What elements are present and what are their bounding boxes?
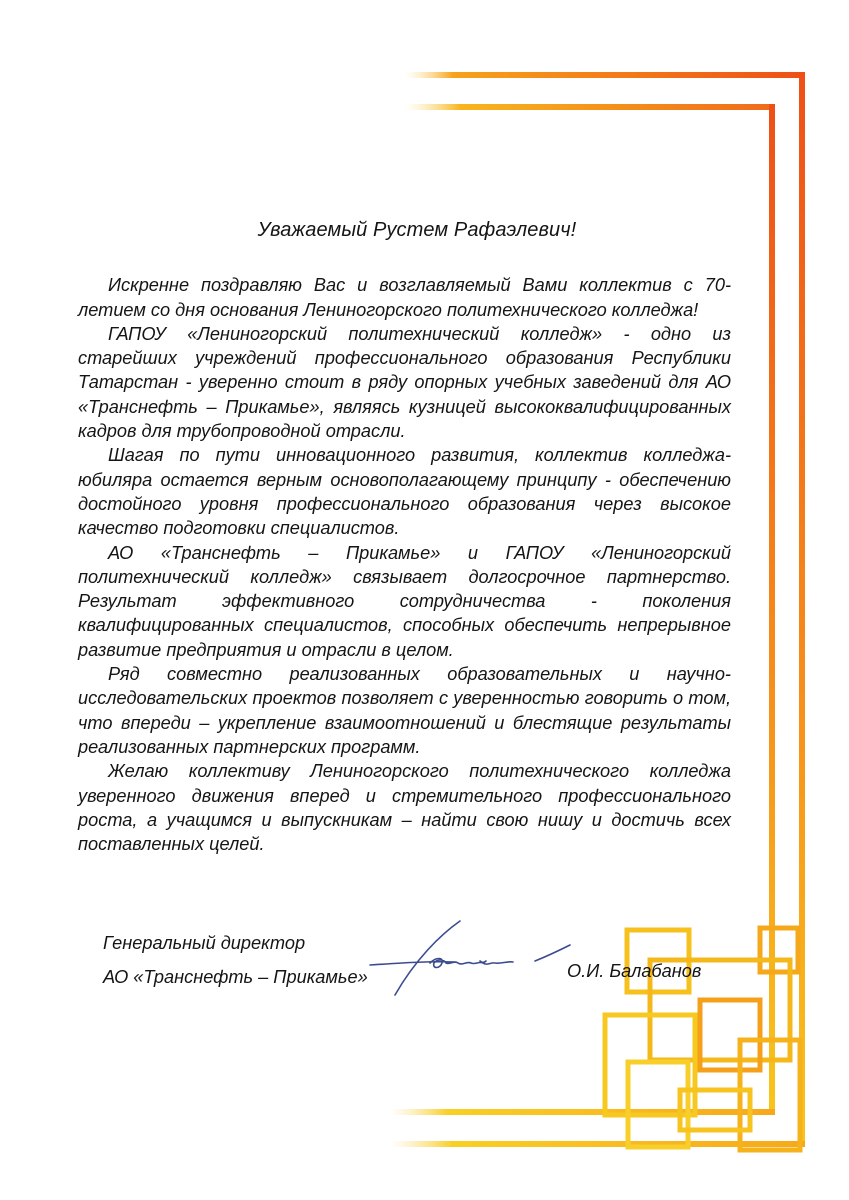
frame-top-bands <box>405 72 805 110</box>
handwritten-signature <box>360 915 600 1005</box>
letter-body <box>78 218 731 856</box>
signer-name: О.И. Балабанов <box>567 961 702 981</box>
letter-paragraph: Желаю коллективу Лениногорского политехнического колледжа уверенного движения вперед и стремительного профессионального роста, а учащимся и выпускникам – найти свою нишу и достичь всех поставленных целей. <box>78 761 731 855</box>
signer-company: АО «Транснефть – Прикамье» <box>103 967 368 987</box>
letter-paragraph: ГАПОУ «Лениногорский политехнический колледж» - одно из старейших учреждений профессионального образования Республики Татарстан - уверенно стоит в ряду опорных учебных заведений для АО «Транснефть – Прикамье», являясь кузницей высококвалифицированных кадров для трубопроводной отрасли. <box>78 323 731 442</box>
letter-paragraph: АО «Транснефть – Прикамье» и ГАПОУ «Лениногорский политехнический колледж» связывает долгосрочное партнерство. Результат эффективного сотрудничества - поколения квалифицированных специалистов, способных обеспечить непрерывное развитие предприятия и отрасли в целом. <box>78 542 731 660</box>
letter-paragraph: Искренне поздравляю Вас и возглавляемый Вами коллектив с 70-летием со дня основания Лениногорского политехнического колледжа! <box>78 275 731 320</box>
letter-greeting: Уважаемый Рустем Рафаэлевич! <box>257 219 577 241</box>
letter-paragraph: Ряд совместно реализованных образовательных и научно-исследовательских проектов позволяет с уверенностью говорить о том, что впереди – укрепление взаимоотношений и блестящие результаты реализованных партнерских программ. <box>78 664 731 757</box>
frame-right-bands <box>769 72 805 1147</box>
letter-paragraph: Шагая по пути инновационного развития, коллектив колледжа-юбиляра остается верным основополагающему принципу - обеспечению достойного уровня профессионального образования через высокое качество подготовки специалистов. <box>78 445 731 539</box>
signer-position: Генеральный директор <box>103 933 306 953</box>
